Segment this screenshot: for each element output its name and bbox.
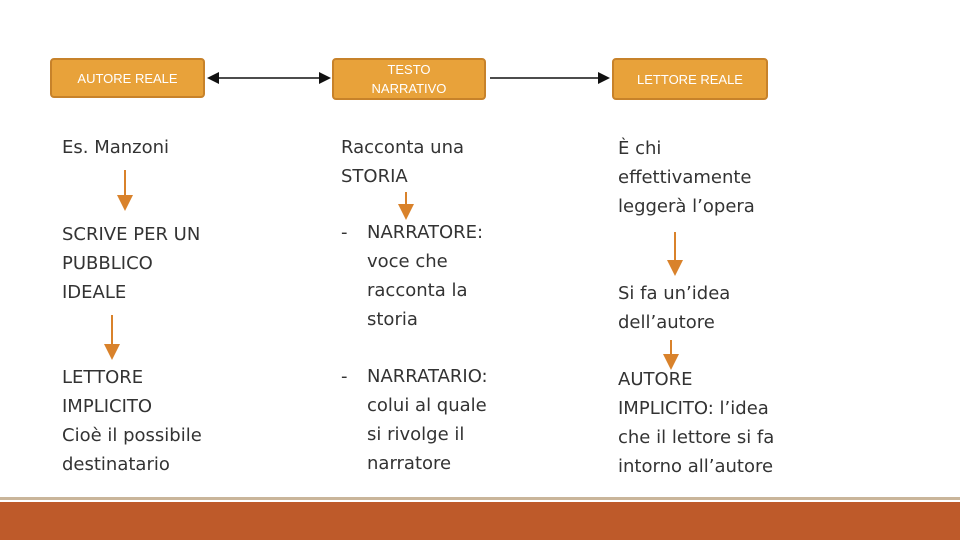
lettore-reale-label: LETTORE REALE [637, 71, 743, 87]
col1-example: Es. Manzoni [62, 137, 170, 158]
col3-autore-implicito: AUTORE IMPLICITO: l’idea che il lettore si fa intorno all’autore [618, 369, 775, 477]
col2-bullet-narratore [341, 218, 521, 338]
footer-divider [0, 497, 960, 500]
col2-racconta: Racconta una STORIA [341, 137, 465, 187]
footer-bar [0, 502, 960, 540]
col3-chi-legge: È chi effettivamente leggerà l’opera [618, 138, 755, 217]
col2-bullet-narratario [341, 362, 521, 482]
col3-idea-autore: Si fa un’idea dell’autore [618, 283, 731, 333]
autore-reale-label: AUTORE REALE [77, 70, 178, 86]
testo-narrativo-label: TESTO NARRATIVO [371, 62, 447, 96]
col1-scrive: SCRIVE PER UN PUBBLICO IDEALE [62, 224, 201, 303]
narratore-text: NARRATORE: voce che racconta la storia [367, 222, 484, 330]
bullet-dash: - [341, 366, 348, 387]
narratario-text: NARRATARIO: colui al quale si rivolge il narratore [367, 366, 488, 474]
col1-lettore-implicito: LETTORE IMPLICITO Cioè il possibile destinatario [62, 367, 202, 475]
bullet-dash: - [341, 222, 348, 243]
